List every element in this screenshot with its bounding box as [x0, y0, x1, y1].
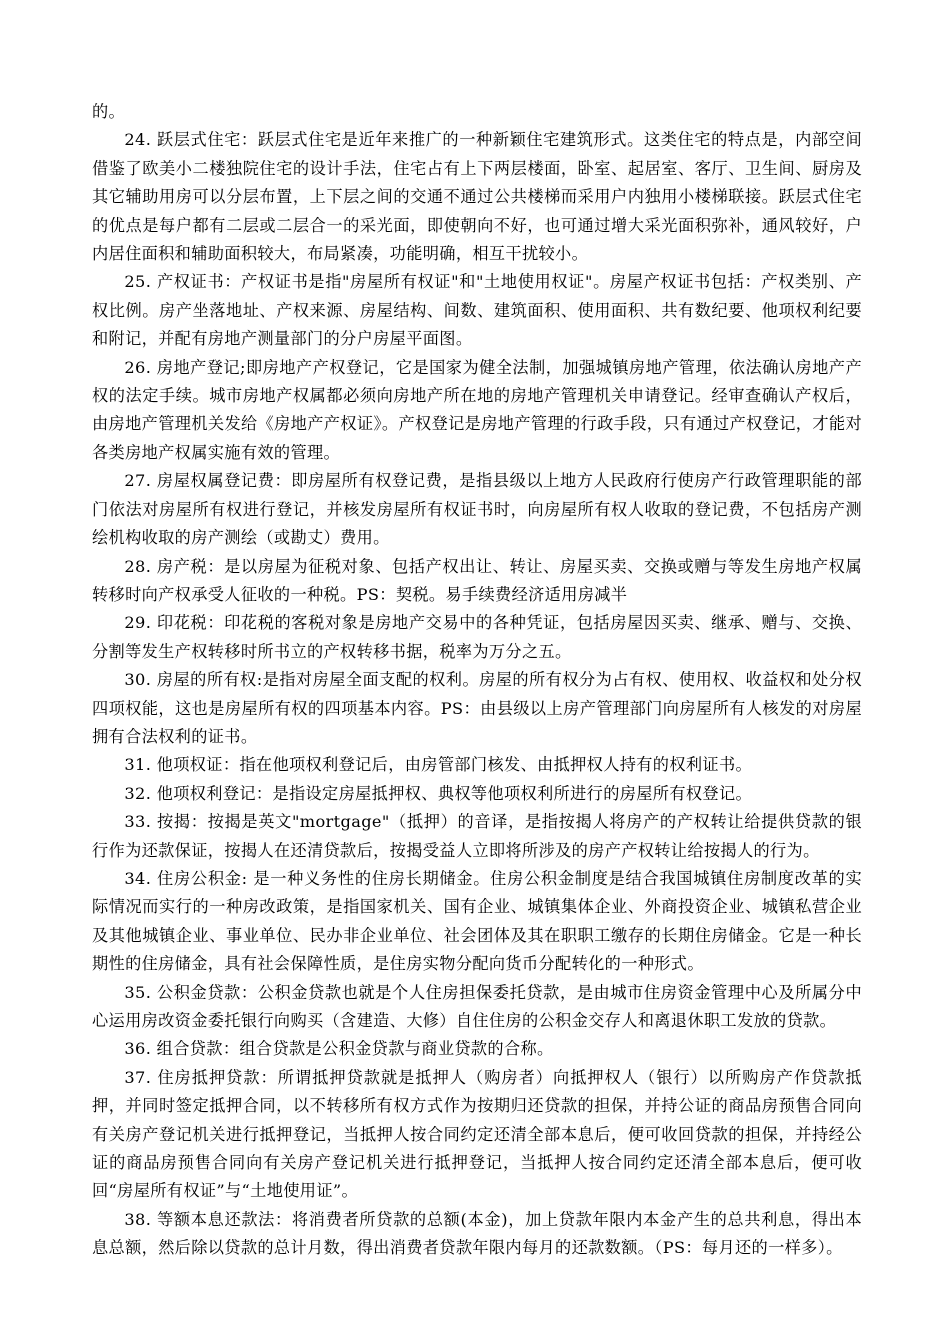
paragraph-36: 36. 组合贷款：组合贷款是公积金贷款与商业贷款的合称。 — [124, 1039, 554, 1059]
paragraph-33: 33. 按揭：按揭是英文"mortgage"（抵押）的音译，是指按揭人将房产的产权转让给提供贷款的银行作为还款保证，按揭人在还清贷款后，按揭受益人立即将所涉及的房产产权转让给按揭人的行为。 — [92, 812, 862, 860]
document-body — [92, 98, 862, 1263]
paragraph-37: 37. 住房抵押贷款：所谓抵押贷款就是抵押人（购房者）向抵押权人（银行）以所购房产作贷款抵押，并同时签定抵押合同，以不转移所有权方式作为按期归还贷款的担保，并持公证的商品房预售合同向有关房产登记机关进行抵押登记，当抵押人按合同约定还清全部本息后，便可收回贷款的担保，并持经公证的商品房预售合同向有关房产登记机关进行抵押登记，当抵押人按合同约定还清全部本息后，便可收回“房屋所有权证”与“土地使用证”。 — [92, 1067, 862, 1201]
paragraph-31: 31. 他项权证：指在他项权利登记后，由房管部门核发、由抵押权人持有的权利证书。 — [124, 755, 753, 775]
paragraph-27: 27. 房屋权属登记费：即房屋所有权登记费，是指县级以上地方人民政府行使房产行政管理职能的部门依法对房屋所有权进行登记，并核发房屋所有权证书时，向房屋所有权人收取的登记费，不包括房产测绘机构收取的房产测绘（或勘丈）费用。 — [92, 471, 862, 548]
paragraph-29: 29. 印花税：印花税的客税对象是房地产交易中的各种凭证，包括房屋因买卖、继承、赠与、交换、分割等发生产权转移时所书立的产权转移书据，税率为万分之五。 — [92, 613, 862, 661]
paragraph-34: 34. 住房公积金: 是一种义务性的住房长期储金。住房公积金制度是结合我国城镇住房制度改革的实际情况而实行的一种房改政策，是指国家机关、国有企业、城镇集体企业、外商投资企业、城镇私营企业及其他城镇企业、事业单位、民办非企业单位、社会团体及其在职职工缴存的长期住房储金。它是一种长期性的住房储金，具有社会保障性质，是住房实物分配向货币分配转化的一种形式。 — [92, 868, 862, 974]
paragraph-35: 35. 公积金贷款：公积金贷款也就是个人住房担保委托贷款，是由城市住房资金管理中心及所属分中心运用房改资金委托银行向购买（含建造、大修）自住住房的公积金交存人和离退休职工发放的贷款。 — [92, 982, 862, 1030]
paragraph-32: 32. 他项权利登记：是指设定房屋抵押权、典权等他项权利所进行的房屋所有权登记。 — [124, 783, 753, 803]
paragraph-28: 28. 房产税：是以房屋为征税对象、包括产权出让、转让、房屋买卖、交换或赠与等发生房地产权属转移时向产权承受人征收的一种税。PS：契税。易手续费经济适用房减半 — [92, 556, 862, 604]
paragraph-24: 24. 跃层式住宅：跃层式住宅是近年来推广的一种新颖住宅建筑形式。这类住宅的特点是，内部空间借鉴了欧美小二楼独院住宅的设计手法，住宅占有上下两层楼面，卧室、起居室、客厅、卫生间、厨房及其它辅助用房可以分层布置，上下层之间的交通不通过公共楼梯而采用户内独用小楼梯联接。跃层式住宅的优点是每户都有二层或二层合一的采光面，即使朝向不好，也可通过增大采光面积弥补，通风较好，户内居住面积和辅助面积较大，布局紧凑，功能明确，相互干扰较小。 — [92, 130, 862, 264]
paragraph-26: 26. 房地产登记;即房地产产权登记，它是国家为健全法制，加强城镇房地产管理，依法确认房地产产权的法定手续。城市房地产权属都必须向房地产所在地的房地产管理机关申请登记。经审查确认产权后，由房地产管理机关发给《房地产产权证》。产权登记是房地产管理的行政手段，只有通过产权登记，才能对各类房地产权属实施有效的管理。 — [92, 357, 862, 462]
paragraph-continuation: 的。 — [92, 102, 126, 121]
paragraph-25: 25. 产权证书：产权证书是指"房屋所有权证"和"土地使用权证"。房屋产权证书包括：产权类别、产权比例。房产坐落地址、产权来源、房屋结构、间数、建筑面积、使用面积、共有数纪要、他项权利纪要和附记，并配有房地产测量部门的分户房屋平面图。 — [92, 272, 862, 349]
paragraph-38: 38. 等额本息还款法：将消费者所贷款的总额(本金)，加上贷款年限内本金产生的总共利息，得出本息总额，然后除以贷款的总计月数，得出消费者贷款年限内每月的还款数额。（PS：每月还的一样多）。 — [92, 1209, 862, 1258]
paragraph-30: 30. 房屋的所有权:是指对房屋全面支配的权利。房屋的所有权分为占有权、使用权、收益权和处分权四项权能，这也是房屋所有权的四项基本内容。PS：由县级以上房产管理部门向房屋所有人核发的对房屋拥有合法权利的证书。 — [92, 670, 862, 746]
